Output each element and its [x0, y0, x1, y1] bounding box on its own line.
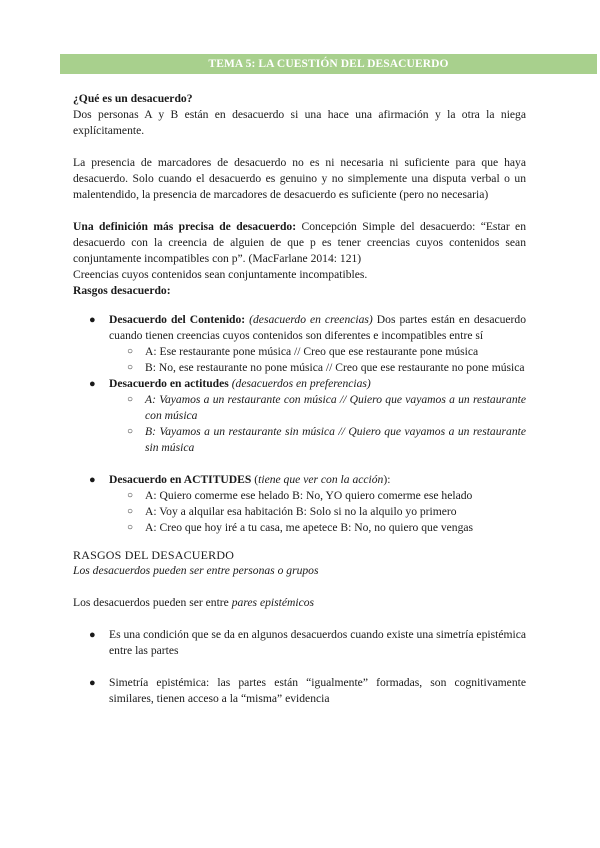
definition-text: Concepción Simple del desacuerdo: “Estar en desacuerdo con la creencia de alguien de que p es tener creencias cuyos contenidos sean conjuntamente incompatibles con p”. (MacFarlane 2014: 121): [73, 220, 526, 265]
traits-heading: Rasgos desacuerdo:: [73, 284, 171, 297]
definition-note: Creencias cuyos contenidos sean conjuntamente incompatibles.: [73, 268, 368, 281]
circle-bullet-icon: ○: [127, 490, 134, 501]
circle-bullet-icon: ○: [127, 426, 134, 437]
list-item: ● Desacuerdo en actitudes (desacuerdos en preferencias): [89, 377, 371, 390]
bullet-icon: ●: [89, 677, 96, 689]
question-heading: ¿Qué es un desacuerdo?: [73, 92, 193, 105]
bullet-icon: ●: [89, 629, 96, 641]
bullet-icon: ●: [89, 474, 96, 486]
list-item: ○ A: Ese restaurante pone música // Creo que ese restaurante pone música: [127, 345, 479, 358]
list-item: ● Desacuerdo en ACTITUDES (tiene que ver con la acción):: [89, 473, 391, 486]
page-title: TEMA 5: LA CUESTIÓN DEL DESACUERDO: [60, 54, 597, 74]
circle-bullet-icon: ○: [127, 506, 134, 517]
markers-paragraph: La presencia de marcadores de desacuerdo no es ni necesaria ni suficiente para que haya desacuerdo. Solo cuando el desacuerdo es genuino y no simplemente una disputa verbal o un malentendido, la presencia de marcadores de desacuerdo es suficiente (pero no necesaria): [73, 156, 526, 201]
list-item: ● Es una condición que se da en algunos desacuerdos cuando existe una simetría epistémica entre las partes: [89, 628, 526, 657]
list-item: ○ B: Vayamos a un restaurante sin música // Quiero que vayamos a un restaurante sin música: [127, 425, 526, 454]
section-subtitle: Los desacuerdos pueden ser entre personas o grupos: [73, 564, 319, 577]
list-item: ● Simetría epistémica: las partes están “igualmente” formadas, son cognitivamente similares, tienen acceso a la “misma” evidencia: [89, 676, 526, 705]
list-item: ○ A: Vayamos a un restaurante con música // Quiero que vayamos a un restaurante con música: [127, 393, 526, 422]
list-item: ○ A: Creo que hoy iré a tu casa, me apetece B: No, no quiero que vengas: [127, 521, 474, 534]
list-item: ● Desacuerdo del Contenido: (desacuerdo en creencias) Dos partes están en desacuerdo cuando tienen creencias cuyos contenidos son diferentes e incompatibles entre sí: [89, 313, 527, 342]
section-title: RASGOS DEL DESACUERDO: [73, 548, 235, 562]
list-item: ○ B: No, ese restaurante no pone música // Creo que ese restaurante no pone música: [127, 361, 525, 374]
definition-paragraph: [73, 219, 526, 267]
circle-bullet-icon: ○: [127, 362, 134, 373]
definition-label: Una definición más precisa de desacuerdo:: [73, 220, 297, 233]
list-item: ○ A: Voy a alquilar esa habitación B: Solo si no la alquilo yo primero: [127, 505, 457, 518]
list-item: ○ A: Quiero comerme ese helado B: No, YO quiero comerme ese helado: [127, 489, 473, 502]
document-body: [73, 91, 526, 707]
circle-bullet-icon: ○: [127, 522, 134, 533]
circle-bullet-icon: ○: [127, 394, 134, 405]
pairs-paragraph: Los desacuerdos pueden ser entre pares epistémicos: [73, 596, 315, 609]
answer-paragraph: Dos personas A y B están en desacuerdo si una hace una afirmación y la otra la niega explícitamente.: [73, 108, 526, 137]
bullet-icon: ●: [89, 314, 96, 326]
bullet-icon: ●: [89, 378, 96, 390]
circle-bullet-icon: ○: [127, 346, 134, 357]
